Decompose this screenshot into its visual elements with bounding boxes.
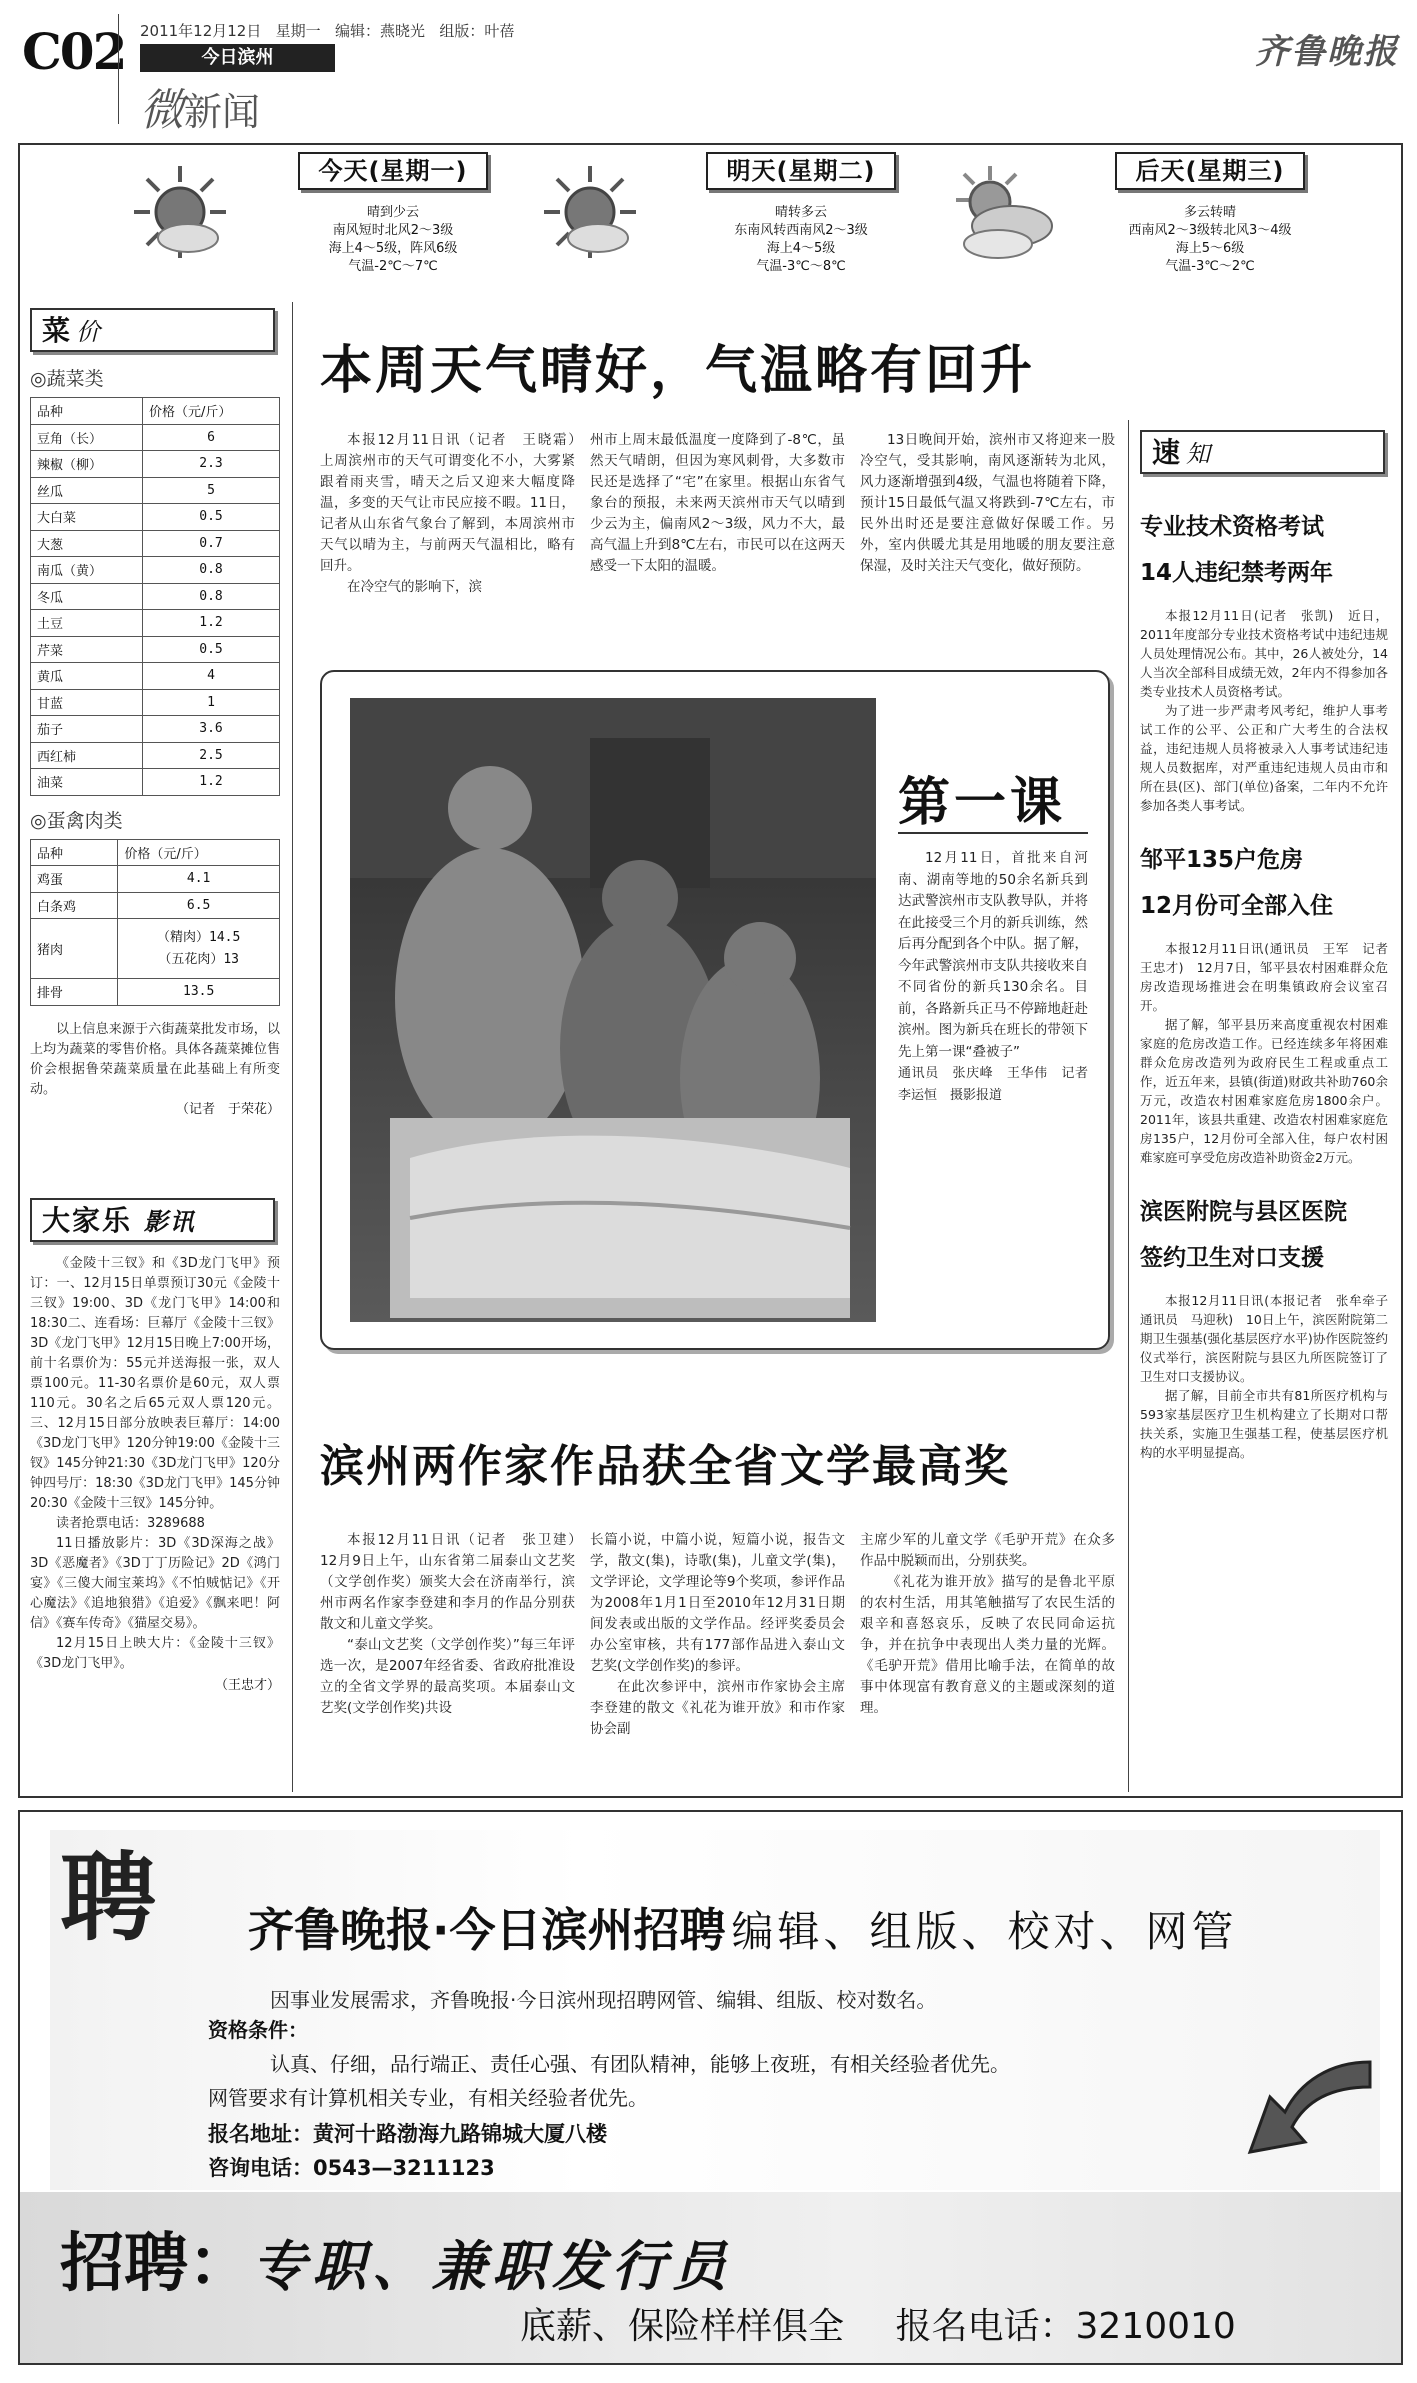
table-cell: 0.5 [143,636,280,663]
quick-news-headline [1140,1189,1388,1281]
quick-news-para: 据了解，邹平县历来高度重视农村困难家庭的危房改造工作。已经连续多年将困难群众危房改造列为政府民生工程或重点工作，近五年来，县镇(街道)财政共补助760余万元，改造农村困难家庭危房1800余户。2011年，该县共重建、改造农村困难家庭危房135户，12月份可全部入住，每户农村困难家庭可享受危房改造补助资金2万元。 [1140,1017,1388,1165]
movie-credit: （王忠才） [214,1678,280,1693]
quick-news-para: 据了解，目前全市共有81所医疗机构与593家基层医疗卫生机构建立了长期对口帮扶关系，实施卫生强基工程，使基层医疗机构的水平明显提高。 [1140,1388,1388,1460]
curved-arrow-icon [1240,2042,1380,2172]
ad2-sub [520,2298,1236,2349]
table-cell: 0.8 [143,583,280,610]
quick-news-headline-line: 签约卫生对口支援 [1140,1245,1324,1271]
table-cell: 1.2 [143,769,280,796]
quick-news-headline-line: 14人违纪禁考两年 [1140,560,1334,586]
movie-title-b: 影讯 [143,1208,196,1236]
table-row [31,636,280,663]
photo-caption-text: 12月11日，首批来自河南、湖南等地的50余名新兵到达武警滨州市支队教导队，并将在此接受三个月的新兵训练，然后再分配到各个中队。据了解，今年武警滨州市支队共接收来自不同省份的新兵130余名。目前，各路新兵正马不停蹄地赶赴滨州。图为新兵在班长的带领下先上第一课“叠被子” [898,850,1088,1060]
table-row [31,530,280,557]
lead-col-1 [320,430,589,598]
quick-news-item [1140,504,1388,815]
table-row [31,557,280,584]
table-cell: 西红柿 [31,742,143,769]
veg-price-table [30,397,280,796]
weather-line: 海上4～5级 [766,241,836,256]
movie-today: 11日播放影片：3D《3D深海之战》3D《恶魔者》《3D丁丁历险记》2D《鸿门宴》《三傻大闹宝莱坞》《不怕贼惦记》《开心魔法》《追地狼猎》《追爱》《飘来吧！阿信》《赛车传奇》《猫屋交易》。 [30,1536,280,1631]
table-cell: 排骨 [31,979,118,1006]
table-header-cell: 品种 [31,839,118,866]
table-cell: 油菜 [31,769,143,796]
weather-line: 气温-3℃～8℃ [756,259,846,274]
table-row [31,610,280,637]
sunny-cloud-icon [130,162,230,262]
table-row [31,979,280,1006]
weather-detail-3 [1090,204,1330,276]
weather-line: 晴到少云 [366,205,419,220]
ad2-sub-text: 底薪、保险样样俱全 [520,2306,845,2347]
movie-title-a: 大家乐 [42,1204,133,1237]
table-cell: 大白菜 [31,504,143,531]
weather-line: 东南风转西南风2～3级 [734,223,868,238]
table-cell: 0.5 [143,504,280,531]
price-title-b: 价 [76,318,107,346]
table-cell: 甘蓝 [31,689,143,716]
table-header-row [31,839,280,866]
table-row [31,477,280,504]
price-note-text: 以上信息来源于六街蔬菜批发市场，以上均为蔬菜的零售价格。具体各蔬菜摊位售价会根据鲁荣蔬菜质量在此基础上有所变动。 [30,1021,280,1097]
quick-news-headline-line: 滨医附院与县区医院 [1140,1199,1347,1225]
ad-pin-char: 聘 [60,1841,156,1954]
column-title-a: 微 [140,85,184,136]
pork-price-line: （精肉）14.5 [157,929,241,945]
ad-req-label: 资格条件： [208,2018,308,2042]
ad-title-text: 齐鲁晚报·今日滨州招聘 [248,1903,726,1957]
photo-rule [898,832,1088,834]
weather-day-3: 后天(星期三) [1115,152,1305,190]
table-cell: 南瓜（黄） [31,557,143,584]
table-header-cell: 价格（元/斤） [143,398,280,425]
movie-upcoming: 12月15日上映大片：《金陵十三钗》《3D龙门飞甲》。 [30,1636,280,1671]
quick-news-body [1140,939,1401,1167]
table-cell: 2.3 [143,451,280,478]
table-row [31,451,280,478]
lead-col-3 [860,430,1115,577]
ad-phone-value: 0543—3211123 [313,2156,495,2180]
sunny-cloud-icon [540,162,640,262]
table-cell: 1 [143,689,280,716]
quick-news-para: 本报12月11日(记者 张凯) 近日，2011年度部分专业技术资格考试中违纪违规人员处理情况公布。其中，26人被处分，14人当次全部科目成绩无效，2年内不得参加各类专业技术人员资格考试。 [1140,608,1388,699]
table-cell: 豆角（长） [31,424,143,451]
table-cell: 大葱 [31,530,143,557]
weather-line: 多云转晴 [1183,205,1236,220]
lead-para: 13日晚间开始，滨州市又将迎来一股冷空气，受其影响，南风逐渐转为北风，风力逐渐增强到4级，气温也将随着下降，预计15日最低气温又将跌到-7℃左右，市民外出时还是要注意做好保暖工作。另外，室内供暖尤其是用地暖的朋友要注意保湿，及时关注天气变化，做好预防。 [860,432,1115,574]
table-cell: 土豆 [31,610,143,637]
quick-news-list [1140,504,1401,1462]
ad-intro: 因事业发展需求，齐鲁晚报·今日滨州现招聘网管、编辑、组版、校对数名。 [270,1988,937,2012]
table-cell: 4 [143,663,280,690]
quick-news-headline [1140,837,1388,929]
quick-news-headline-line: 专业技术资格考试 [1140,514,1324,540]
weather-line: 海上5～6级 [1175,241,1245,256]
weather-detail-2 [686,204,916,276]
table-cell: 6.5 [118,892,280,919]
quick-title-b: 知 [1186,440,1217,468]
veg-heading: ◎蔬菜类 [30,368,104,390]
soldiers-photo [350,698,876,1322]
table-row [31,689,280,716]
table-cell: 鸡蛋 [31,866,118,893]
photo-title: 第一课 [898,773,1067,833]
pork-price-line: （五花肉）13 [158,951,239,967]
photo-caption [898,848,1102,1106]
weather-line: 气温-3℃～2℃ [1165,259,1255,274]
movie-section-title [30,1198,275,1242]
layout-credit: 组版：叶蓓 [439,22,515,40]
price-note [30,1020,280,1100]
ad-positions: 编辑、组版、校对、网管 [731,1907,1238,1956]
weather-line: 晴转多云 [774,205,827,220]
table-cell: 丝瓜 [31,477,143,504]
table-cell: 辣椒（柳） [31,451,143,478]
table-cell: 6 [143,424,280,451]
weather-day-1: 今天(星期一) [298,152,488,190]
table-cell: 0.7 [143,530,280,557]
table-cell: 5 [143,477,280,504]
award-col-1 [320,1530,589,1719]
weather-line: 气温-2℃～7℃ [348,259,438,274]
table-row [31,742,280,769]
quick-news-headline [1140,504,1388,596]
table-cell: 4.1 [118,866,280,893]
meat-price-table [30,839,280,1006]
table-row [31,892,280,919]
table-row [31,866,280,893]
page-number: C02 [22,22,126,81]
ad2-title-b: 专职、兼职发行员 [252,2234,732,2298]
quick-news-para: 本报12月11日讯(本报记者 张牟牵子 通讯员 马迎秋) 10日上午，滨医附院第二期卫生强基(强化基层医疗水平)协作医院签约仪式举行，滨医附院与县区九所医院签订了卫生对口支援协议。 [1140,1293,1401,1384]
table-cell: 0.8 [143,557,280,584]
table-header-cell: 品种 [31,398,143,425]
weekday-text: 星期一 [275,22,321,40]
ad2-title-a: 招聘： [60,2227,252,2301]
column-title-b: 新闻 [184,90,261,134]
ad-address-value: 黄河十路渤海九路锦城大厦八楼 [313,2122,607,2146]
ad2-title [60,2212,732,2304]
ad-title [248,1894,1238,1960]
table-cell: 3.6 [143,716,280,743]
table-cell: 白条鸡 [31,892,118,919]
quick-news-body [1140,606,1388,815]
table-row [31,504,280,531]
paper-logo: 齐鲁晚报 [1255,32,1399,72]
table-row [31,769,280,796]
weather-detail-1 [278,204,508,276]
movie-hotline: 读者抢票电话：3289688 [56,1516,205,1531]
lead-para: 本报12月11日讯（记者 王晓霜） 上周滨州市的天气可谓变化不小，大雾紧跟着雨夹雪，晴天之后又迎来大幅度降温，多变的天气让市民应接不暇。11日，记者从山东省气象台了解到，本周滨州市天气以晴为主，与前两天气温相比，略有回升。 [320,432,589,574]
table-cell: 黄瓜 [31,663,143,690]
lead-para: 在冷空气的影响下，滨 [347,579,482,595]
table-cell: 1.2 [143,610,280,637]
quick-news-column [1140,430,1401,1462]
award-para: 长篇小说，中篇小说，短篇小说，报告文学，散文(集)，诗歌(集)，儿童文学(集)，文学评论，文学理论等9个奖项，参评作品为2008年1月1日至2010年12月31日期间发表或出版的文学作品。经评奖委员会办公室审核，共有177部作品进入泰山文艺奖(文学创作奖)的参评。 [590,1532,845,1674]
table-cell [118,919,280,979]
date-text: 2011年12月12日 [140,22,262,40]
lead-col-2 [590,430,845,577]
award-para: “泰山文艺奖（文学创作奖）”每三年评选一次，是2007年经省委、省政府批准设立的全省文学界的最高奖项。本届泰山文艺奖(文学创作奖)共设 [320,1637,575,1716]
weather-strip [100,152,1350,302]
photo-credit: 通讯员 张庆峰 王华伟 记者 李运恒 摄影报道 [898,1066,1102,1103]
table-cell: 芹菜 [31,636,143,663]
ad-phone [208,2152,495,2182]
editor-text: 编辑：燕晓光 [335,22,426,40]
meat-heading: ◎蛋禽肉类 [30,809,123,832]
cloudy-icon [950,162,1060,262]
ad-address-label: 报名地址： [208,2122,313,2146]
quick-news-item [1140,837,1401,1167]
table-row [31,716,280,743]
ad2-phone-value: 3210010 [1075,2306,1236,2347]
recruit-ad [18,1810,1403,2365]
ad-req2: 网管要求有计算机相关专业，有相关经验者优先。 [208,2086,648,2110]
award-para: 《礼花为谁开放》描写的是鲁北平原的农村生活，用其笔触描写了农民生活的艰辛和喜怒哀乐，反映了农民同命运抗争，并在抗争中表现出人类力量的光辉。《毛驴开荒》借用比喻手法，在简单的故事中体现富有教育意义的主题或深刻的道理。 [860,1574,1115,1716]
movie-column [30,1198,280,1693]
price-column [30,308,280,1120]
award-para: 主席少军的儿童文学《毛驴开荒》在众多作品中脱颖而出，分别获奖。 [860,1532,1115,1569]
table-row [31,583,280,610]
table-header-row [31,398,280,425]
table-row [31,663,280,690]
ad-address [208,2118,607,2148]
quick-news-para: 本报12月11日讯(通讯员 王军 记者 王忠才) 12月7日，邹平县农村困难群众危房改造现场推进会在明集镇政府会议室召开。 [1140,941,1401,1013]
ad2-phone-label: 报名电话： [895,2306,1076,2347]
quick-news-para: 为了进一步严肃考风考纪，维护人事考试工作的公平、公正和广大考生的合法权益，违纪违规人员将被录入人事考试违纪违规人员数据库，对严重违纪违规人员由市和所在县(区)、部门(单位)备案，二年内不允许参加各类人事考试。 [1140,703,1388,813]
award-para: 本报12月11日讯（记者 张卫建） 12月9日上午，山东省第二届泰山文艺奖（文学创作奖）颁奖大会在济南举行，滨州市两名作家李登建和李月的作品分别获散文和儿童文学奖。 [320,1532,589,1632]
photo-feature [320,670,1110,1350]
ad-req: 认真、仔细，品行端正、责任心强、有团队精神，能够上夜班，有相关经验者优先。 [270,2052,1010,2076]
table-header-cell: 价格（元/斤） [118,839,280,866]
table-cell: 猪肉 [31,919,118,979]
table-cell: 冬瓜 [31,583,143,610]
issue-date [140,20,514,41]
section-tag: 今日滨州 [140,44,335,72]
weather-line: 西南风2～3级转北风3～4级 [1128,223,1292,238]
table-row [31,919,280,979]
lead-headline: 本周天气晴好，气温略有回升 [320,341,1036,401]
award-headline: 滨州两作家作品获全省文学最高奖 [320,1441,1010,1492]
quick-section-title [1140,430,1385,474]
price-title-a: 菜 [42,314,77,347]
quick-news-item [1140,1189,1401,1462]
award-col-2 [590,1530,845,1740]
column-title [140,74,260,138]
price-credit: （记者 于荣花） [175,1101,280,1117]
lead-para: 州市上周末最低温度一度降到了-8℃，虽然天气晴朗，但因为寒风刺骨，大多数市民还是选择了“宅”在家里。根据山东省气象台的预报，未来两天滨州市天气以晴到少云为主，偏南风2～3级，风力不大，最高气温上升到8℃左右，市民可以在这两天感受一下太阳的温暖。 [590,432,845,574]
movie-body [30,1254,280,1674]
quick-news-headline-line: 邹平135户危房 [1140,847,1304,873]
table-cell: 13.5 [118,979,280,1006]
table-cell: 2.5 [143,742,280,769]
movie-text: 《金陵十三钗》和《3D龙门飞甲》预订：一、12月15日单票预订30元《金陵十三钗》19:00、3D《龙门飞甲》14:00和18:30二、连看场：巨幕厅《金陵十三钗》3D《龙门飞甲》12月15日晚上7:00开场，前十名票价为：55元并送海报一张，双人票100元。11-30名票价是60元，双人票110元。30名之后65元双人票120元。三、12月15日部分放映表巨幕厅：14:00《3D龙门飞甲》120分钟19:00《金陵十三钗》145分钟21:30《3D龙门飞甲》120分钟四号厅：18:30《3D龙门飞甲》145分钟20:30《金陵十三钗》145分钟。 [30,1256,280,1511]
weather-day-2: 明天(星期二) [706,152,896,190]
award-para: 在此次参评中，滨州市作家协会主席李登建的散文《礼花为谁开放》和市作家协会副 [590,1679,845,1737]
quick-news-body [1140,1291,1401,1462]
ad-phone-label: 咨询电话： [208,2156,313,2180]
quick-news-headline-line: 12月份可全部入住 [1140,893,1334,919]
weather-line: 海上4～5级，阵风6级 [328,241,458,256]
masthead [0,0,1417,140]
weather-line: 南风短时北风2～3级 [332,223,454,238]
price-section-title [30,308,275,352]
quick-title-a: 速 [1152,436,1187,469]
award-col-3 [860,1530,1115,1719]
table-cell: 茄子 [31,716,143,743]
table-row [31,424,280,451]
